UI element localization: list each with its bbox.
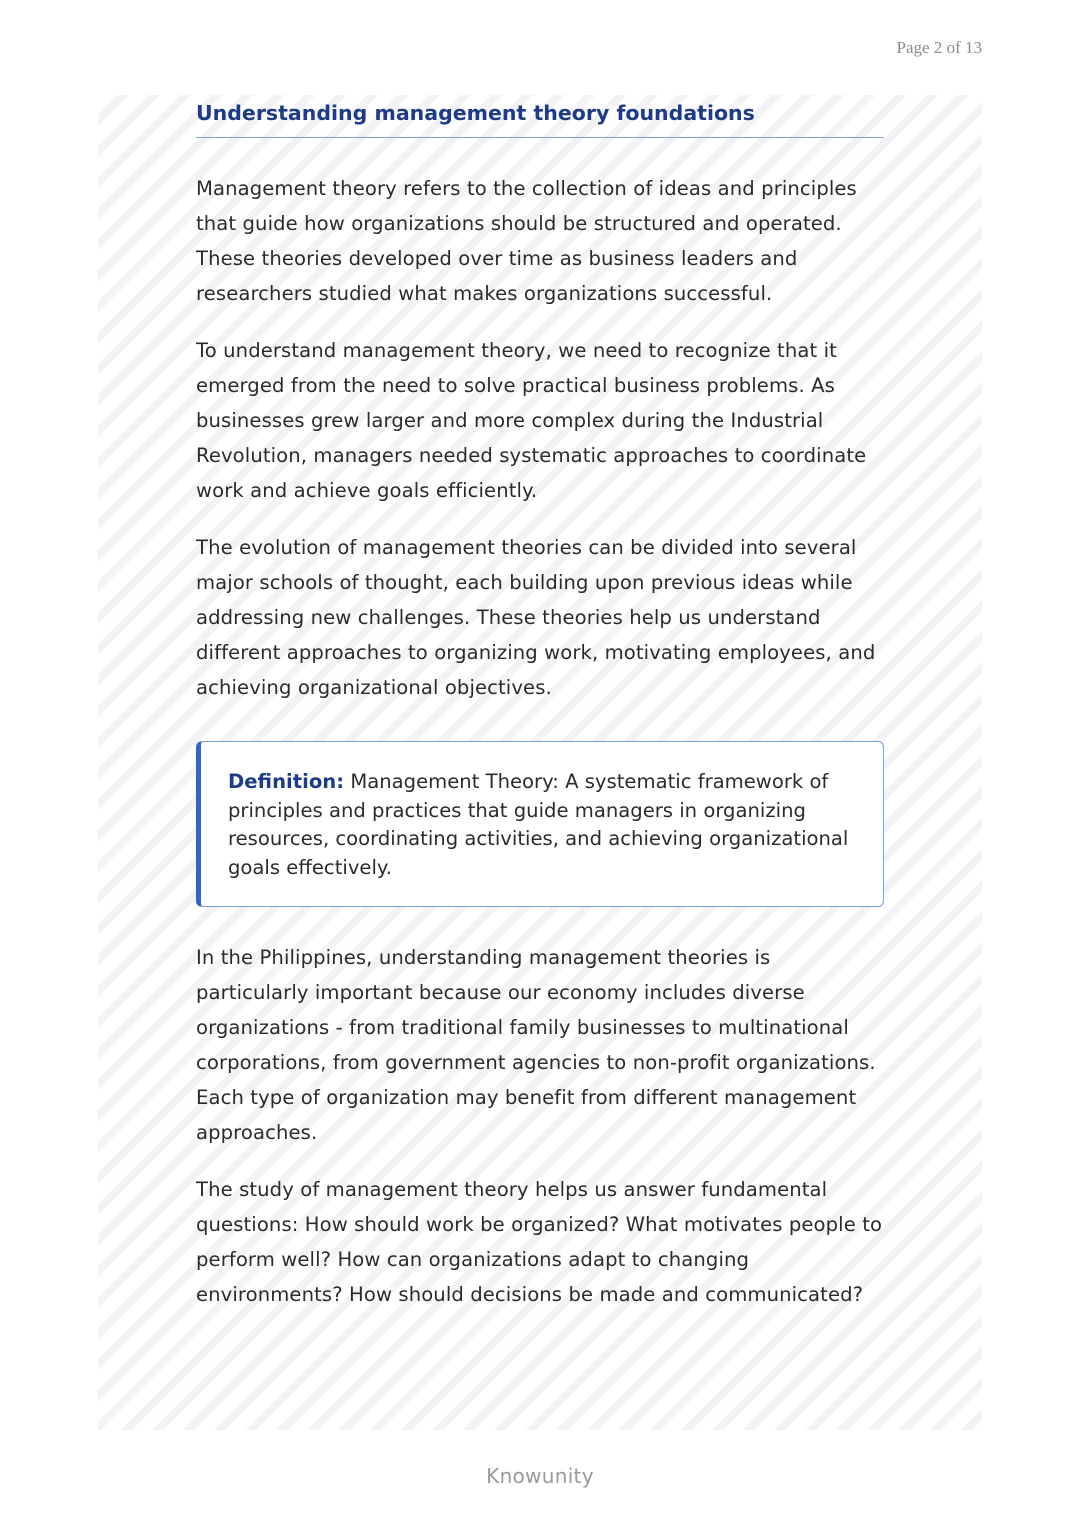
- definition-callout: [196, 741, 884, 907]
- section-title: Understanding management theory foundations: [196, 95, 884, 138]
- paragraph-management-theory-intro: Management theory refers to the collection of ideas and principles that guide how organizations should be structured and operated. These theories developed over time as business leaders and researchers studied what makes organizations successful.: [196, 177, 857, 305]
- paragraph-evolution: The evolution of management theories can be divided into several major schools of thought, each building upon previous ideas while addressing new challenges. These theories help us understand different approaches to organizing work, motivating employees, and achieving organizational objectives.: [196, 536, 876, 699]
- paragraph-origins: To understand management theory, we need to recognize that it emerged from the need to solve practical business problems. As businesses grew larger and more complex during the Industrial Revolution, managers needed systematic approaches to coordinate work and achieve goals efficiently.: [196, 339, 867, 502]
- paragraph-philippines: In the Philippines, understanding management theories is particularly important because our economy includes diverse organizations - from traditional family businesses to multinational corporations, from government agencies to non-profit organizations. Each type of organization may benefit from different management approaches.: [196, 946, 876, 1144]
- footer-brand: Knowunity: [486, 1464, 594, 1488]
- definition-text: Management Theory: A systematic framework of principles and practices that guide managers in organizing resources, coordinating activities, and achieving organizational goals effectively.: [228, 770, 849, 879]
- paragraph-fundamental-questions: The study of management theory helps us answer fundamental questions: How should work be organized? What motivates people to perform well? How can organizations adapt to changing environments? How should decisions be made and communicated?: [196, 1178, 883, 1306]
- page-number: Page 2 of 13: [896, 38, 982, 57]
- definition-label: Definition:: [228, 770, 345, 793]
- page-content: [196, 95, 884, 1312]
